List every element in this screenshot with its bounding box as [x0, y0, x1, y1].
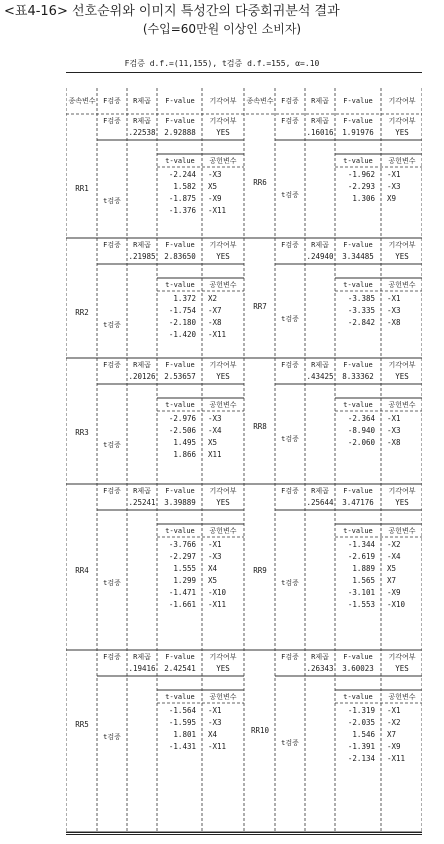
contrib-var-label: 공헌변수 — [209, 401, 237, 409]
dependent-variable: RR2 — [75, 308, 89, 317]
contrib-var: -X3 — [387, 306, 401, 315]
t-value: -2.293 — [347, 182, 375, 191]
t-value: -2.180 — [168, 318, 196, 327]
t-value: -3.335 — [347, 306, 375, 315]
column-header: R제곱 — [311, 97, 329, 105]
f-value: 2.83650 — [164, 252, 196, 261]
column-header: F검증 — [103, 97, 121, 105]
contrib-var: -X3 — [387, 426, 401, 435]
t-value: -3.766 — [168, 540, 196, 549]
t-value-label: t-value — [343, 401, 373, 409]
contrib-var: -X8 — [208, 318, 222, 327]
f-test-label: F검증 — [281, 653, 299, 661]
f-value: 3.47176 — [342, 498, 374, 507]
t-test-label: t검증 — [103, 579, 121, 587]
reject-label: 기각여부 — [209, 361, 237, 369]
f-value: 1.91976 — [342, 128, 374, 137]
f-value: 2.42541 — [164, 664, 196, 673]
r2-value: .43425 — [306, 372, 334, 381]
contrib-var: X7 — [387, 576, 397, 585]
contrib-var: -X8 — [387, 438, 401, 447]
f-value-label: F-value — [343, 241, 373, 249]
dependent-variable: RR3 — [75, 428, 89, 437]
f-value: 8.33362 — [342, 372, 374, 381]
table-subtitle: (수입=60만원 이상인 소비자) — [142, 22, 302, 36]
column-header: 기각여부 — [209, 97, 237, 105]
column-header: F-value — [165, 97, 195, 105]
reject-value: YES — [216, 498, 230, 507]
t-value-label: t-value — [165, 693, 195, 701]
contrib-var: -X8 — [387, 318, 401, 327]
f-value-label: F-value — [165, 361, 195, 369]
contrib-var-label: 공헌변수 — [388, 281, 416, 289]
contrib-var: -X1 — [387, 706, 401, 715]
r2-label: R제곱 — [311, 117, 329, 125]
r2-value: .26343 — [306, 664, 334, 673]
f-value: 3.39889 — [164, 498, 196, 507]
t-value: -1.471 — [168, 588, 196, 597]
contrib-var: X4 — [208, 564, 218, 573]
reject-label: 기각여부 — [388, 361, 416, 369]
contrib-var: X4 — [208, 730, 218, 739]
contrib-var: -X9 — [387, 742, 401, 751]
reject-label: 기각여부 — [388, 241, 416, 249]
contrib-var: X5 — [387, 564, 397, 573]
r2-label: R제곱 — [133, 653, 151, 661]
reject-label: 기각여부 — [209, 487, 237, 495]
t-test-label: t검증 — [281, 435, 299, 443]
dependent-variable: RR1 — [75, 184, 89, 193]
f-value-label: F-value — [343, 117, 373, 125]
column-header: F-value — [343, 97, 373, 105]
r2-label: R제곱 — [133, 361, 151, 369]
contrib-var: -X11 — [208, 330, 227, 339]
t-test-label: t검증 — [281, 579, 299, 587]
contrib-var: -X1 — [387, 414, 401, 423]
dependent-variable: RR9 — [253, 566, 267, 575]
contrib-var-label: 공헌변수 — [388, 693, 416, 701]
reject-value: YES — [216, 664, 230, 673]
reject-label: 기각여부 — [209, 117, 237, 125]
t-value: -1.962 — [347, 170, 375, 179]
t-value-label: t-value — [165, 527, 195, 535]
contrib-var-label: 공헌변수 — [388, 401, 416, 409]
top-rule — [66, 72, 422, 73]
t-value-label: t-value — [165, 401, 195, 409]
t-value: -1.754 — [168, 306, 196, 315]
t-value: -2.060 — [347, 438, 375, 447]
contrib-var-label: 공헌변수 — [209, 693, 237, 701]
reject-value: YES — [395, 498, 409, 507]
t-test-label: t검증 — [103, 441, 121, 449]
contrib-var: -X11 — [387, 754, 406, 763]
reject-value: YES — [216, 128, 230, 137]
contrib-var: -X1 — [387, 170, 401, 179]
f-value-label: F-value — [165, 653, 195, 661]
reject-label: 기각여부 — [209, 653, 237, 661]
t-value: -1.391 — [347, 742, 375, 751]
t-value-label: t-value — [343, 281, 373, 289]
t-value: 1.299 — [173, 576, 196, 585]
t-value: 1.889 — [352, 564, 375, 573]
table-caption: <표4-16> 선호순위와 이미지 특성간의 다중회귀분석 결과 — [4, 4, 340, 19]
t-value: -1.376 — [168, 206, 196, 215]
r2-value: .24940 — [306, 252, 334, 261]
f-value-label: F-value — [165, 117, 195, 125]
r2-label: R제곱 — [311, 487, 329, 495]
reject-label: 기각여부 — [388, 487, 416, 495]
contrib-var: -X4 — [387, 552, 401, 561]
contrib-var-label: 공헌변수 — [209, 157, 237, 165]
t-value: -2.134 — [347, 754, 375, 763]
t-value: -2.619 — [347, 552, 375, 561]
r2-label: R제곱 — [311, 241, 329, 249]
reject-label: 기각여부 — [388, 117, 416, 125]
contrib-var: -X11 — [208, 742, 227, 751]
dependent-variable: RR8 — [253, 422, 267, 431]
f-value-label: F-value — [343, 653, 373, 661]
r2-label: R제곱 — [133, 241, 151, 249]
regression-table — [66, 88, 422, 832]
contrib-var: -X9 — [387, 588, 401, 597]
t-value: 1.866 — [173, 450, 196, 459]
bottom-rule — [66, 832, 422, 835]
contrib-var: -X2 — [387, 718, 401, 727]
contrib-var: -X11 — [208, 600, 227, 609]
t-value: 1.565 — [352, 576, 375, 585]
r2-value: .19416 — [128, 664, 156, 673]
f-test-label: F검증 — [103, 653, 121, 661]
f-test-label: F검증 — [103, 117, 121, 125]
t-value: -1.661 — [168, 600, 196, 609]
contrib-var: X9 — [387, 194, 397, 203]
dependent-variable: RR5 — [75, 720, 89, 729]
contrib-var: -X3 — [208, 552, 222, 561]
test-note: F검증 d.f.=(11,155), t검증 d.f.=155, α=.10 — [124, 59, 320, 68]
t-value: -3.385 — [347, 294, 375, 303]
f-test-label: F검증 — [281, 361, 299, 369]
column-header: R제곱 — [133, 97, 151, 105]
f-value: 3.34485 — [342, 252, 374, 261]
f-value: 2.92888 — [164, 128, 196, 137]
contrib-var: -X7 — [208, 306, 222, 315]
t-value: -2.842 — [347, 318, 375, 327]
f-value-label: F-value — [165, 241, 195, 249]
t-value-label: t-value — [343, 157, 373, 165]
contrib-var-label: 공헌변수 — [209, 281, 237, 289]
contrib-var: -X3 — [208, 718, 222, 727]
r2-value: .25241 — [128, 498, 156, 507]
t-value: -1.319 — [347, 706, 375, 715]
column-header: 종속변수 — [68, 97, 96, 105]
f-value: 2.53657 — [164, 372, 196, 381]
contrib-var: -X1 — [208, 540, 222, 549]
t-value-label: t-value — [343, 693, 373, 701]
reject-value: YES — [395, 128, 409, 137]
t-value: 1.306 — [352, 194, 375, 203]
reject-value: YES — [216, 252, 230, 261]
column-header: 종속변수 — [246, 97, 274, 105]
contrib-var: X11 — [208, 450, 222, 459]
r2-value: .21985 — [128, 252, 156, 261]
f-test-label: F검증 — [281, 117, 299, 125]
column-header: 기각여부 — [388, 97, 416, 105]
contrib-var: -X9 — [208, 194, 222, 203]
contrib-var-label: 공헌변수 — [388, 157, 416, 165]
dependent-variable: RR6 — [253, 178, 267, 187]
f-test-label: F검증 — [103, 361, 121, 369]
t-value-label: t-value — [165, 281, 195, 289]
t-value: -1.595 — [168, 718, 196, 727]
contrib-var: -X10 — [208, 588, 227, 597]
f-test-label: F검증 — [103, 241, 121, 249]
f-value-label: F-value — [165, 487, 195, 495]
reject-label: 기각여부 — [388, 653, 416, 661]
t-value: -2.244 — [168, 170, 196, 179]
t-value: -1.875 — [168, 194, 196, 203]
contrib-var: -X11 — [208, 206, 227, 215]
t-value: 1.495 — [173, 438, 196, 447]
contrib-var: X2 — [208, 294, 218, 303]
reject-value: YES — [216, 372, 230, 381]
contrib-var: -X2 — [387, 540, 401, 549]
column-header: F검증 — [281, 97, 299, 105]
f-value: 3.60023 — [342, 664, 374, 673]
t-value: -2.976 — [168, 414, 196, 423]
t-test-label: t검증 — [281, 191, 299, 199]
dependent-variable: RR7 — [253, 302, 267, 311]
t-value: -1.564 — [168, 706, 196, 715]
f-test-label: F검증 — [103, 487, 121, 495]
r2-label: R제곱 — [311, 361, 329, 369]
f-value-label: F-value — [343, 487, 373, 495]
f-value-label: F-value — [343, 361, 373, 369]
dependent-variable: RR4 — [75, 566, 89, 575]
t-test-label: t검증 — [281, 739, 299, 747]
t-value: -2.364 — [347, 414, 375, 423]
reject-value: YES — [395, 664, 409, 673]
r2-label: R제곱 — [311, 653, 329, 661]
r2-value: .22538 — [128, 128, 156, 137]
reject-value: YES — [395, 252, 409, 261]
t-value: -1.344 — [347, 540, 375, 549]
t-test-label: t검증 — [103, 733, 121, 741]
reject-value: YES — [395, 372, 409, 381]
contrib-var: X5 — [208, 576, 218, 585]
t-test-label: t검증 — [103, 197, 121, 205]
contrib-var: -X3 — [208, 170, 222, 179]
r2-value: .25644 — [306, 498, 334, 507]
t-value-label: t-value — [343, 527, 373, 535]
t-value: 1.582 — [173, 182, 196, 191]
t-value: -1.553 — [347, 600, 375, 609]
t-value: -2.035 — [347, 718, 375, 727]
contrib-var-label: 공헌변수 — [388, 527, 416, 535]
contrib-var: X7 — [387, 730, 397, 739]
contrib-var: -X10 — [387, 600, 406, 609]
contrib-var-label: 공헌변수 — [209, 527, 237, 535]
contrib-var: X5 — [208, 438, 218, 447]
t-value: -1.431 — [168, 742, 196, 751]
contrib-var: X5 — [208, 182, 218, 191]
f-test-label: F검증 — [281, 487, 299, 495]
t-value: -8.940 — [347, 426, 375, 435]
contrib-var: -X3 — [387, 182, 401, 191]
t-value: 1.555 — [173, 564, 196, 573]
t-value-label: t-value — [165, 157, 195, 165]
dependent-variable: RR10 — [250, 726, 270, 735]
r2-label: R제곱 — [133, 487, 151, 495]
t-value: 1.546 — [352, 730, 375, 739]
contrib-var: -X3 — [208, 414, 222, 423]
t-value: -2.506 — [168, 426, 196, 435]
t-value: 1.372 — [173, 294, 196, 303]
r2-label: R제곱 — [133, 117, 151, 125]
t-test-label: t검증 — [281, 315, 299, 323]
t-value: -2.297 — [168, 552, 196, 561]
t-test-label: t검증 — [103, 321, 121, 329]
t-value: 1.801 — [173, 730, 196, 739]
reject-label: 기각여부 — [209, 241, 237, 249]
r2-value: .20126 — [128, 372, 156, 381]
contrib-var: -X1 — [387, 294, 401, 303]
contrib-var: -X4 — [208, 426, 222, 435]
r2-value: .16016 — [306, 128, 334, 137]
t-value: -3.101 — [347, 588, 375, 597]
t-value: -1.420 — [168, 330, 196, 339]
f-test-label: F검증 — [281, 241, 299, 249]
contrib-var: -X1 — [208, 706, 222, 715]
